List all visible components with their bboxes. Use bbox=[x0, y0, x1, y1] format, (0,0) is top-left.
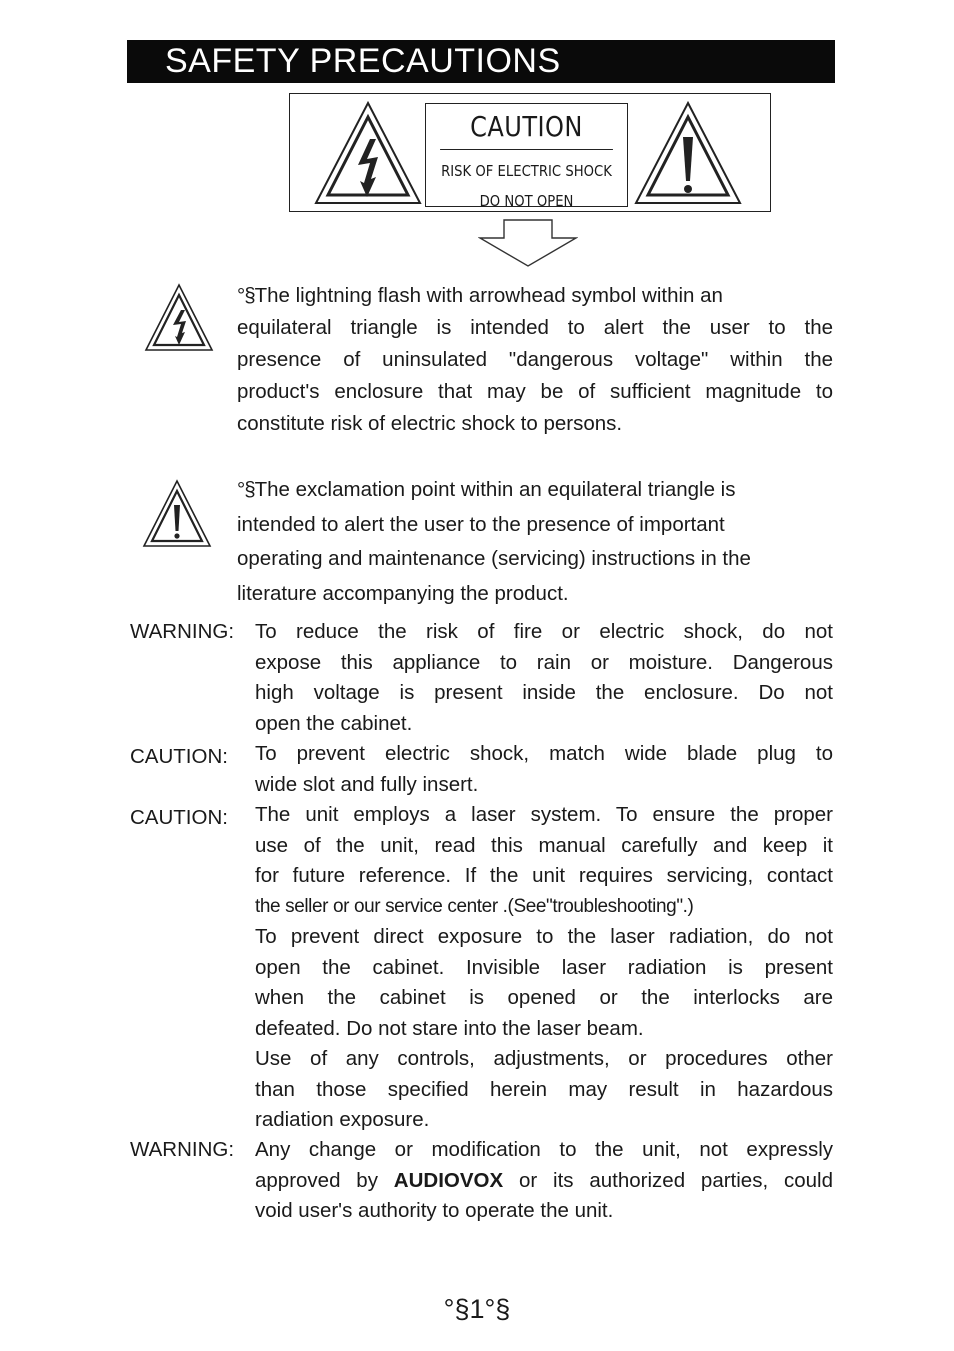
caution-line-risk: RISK OF ELECTRIC SHOCK bbox=[441, 162, 612, 180]
symbol-explanation-lightning: °§The lightning flash with arrowhead symbol within an equilateral triangle is intended to alert the user to the presence of uninsulated "dangerous voltage" within the product's enclosure that may be of sufficient magnitude to constitute risk of electric shock to persons. bbox=[237, 284, 833, 435]
caution-line-do-not-open: DO NOT OPEN bbox=[479, 192, 574, 210]
caution-label-laser: CAUTION: bbox=[130, 806, 228, 829]
caution-text-plug: To prevent electric shock, match wide blade plug to wide slot and fully insert. bbox=[255, 742, 833, 796]
exclamation-triangle-icon bbox=[632, 99, 744, 207]
caution-label bbox=[425, 103, 628, 210]
warning-label: WARNING: bbox=[130, 620, 235, 643]
lightning-triangle-icon bbox=[312, 99, 424, 207]
lightning-triangle-icon bbox=[144, 283, 214, 353]
caution-heading: CAUTION bbox=[440, 104, 613, 150]
exclamation-triangle-icon bbox=[142, 479, 212, 549]
caution-text-laser: The unit employs a laser system. To ensure the proper use of the unit, read this manual carefully and keep it for future reference. If the unit requires servicing, contact the seller or our service center .(See"troubleshooting".) To prevent direct exposure to the laser radiation, do not open the cabinet. Invisible laser radiation is present when the cabinet is opened or the interlocks are defeated. Do not stare into the laser beam. Use of any controls, adjustments, or procedures other than those specified herein may result in hazardous radiation exposure. bbox=[255, 803, 833, 1131]
page-number: °§1°§ bbox=[443, 1294, 511, 1324]
caution-label-graphic bbox=[289, 93, 771, 212]
symbol-explanation-exclamation: °§The exclamation point within an equilateral triangle is intended to alert the user to the presence of important operating and maintenance (servicing) instructions in the literature accompanying the product. bbox=[237, 478, 751, 606]
warning-text-modification: Any change or modification to the unit, not expressly approved by AUDIOVOX or its authorized parties, could void user's authority to operate the unit. bbox=[255, 1138, 833, 1222]
page-title: SAFETY PRECAUTIONS bbox=[165, 42, 561, 80]
warning-text-rain: To reduce the risk of fire or electric shock, do not expose this appliance to rain or moisture. Dangerous high voltage is present inside the enclosure. Do not open the cabinet. bbox=[255, 620, 833, 735]
caution-label-plug: CAUTION: bbox=[130, 745, 228, 768]
page-title-bar bbox=[127, 40, 835, 83]
brand-name: AUDIOVOX bbox=[393, 1168, 504, 1192]
down-arrow-icon bbox=[478, 218, 578, 268]
warning-label-modification: WARNING: bbox=[130, 1138, 235, 1161]
